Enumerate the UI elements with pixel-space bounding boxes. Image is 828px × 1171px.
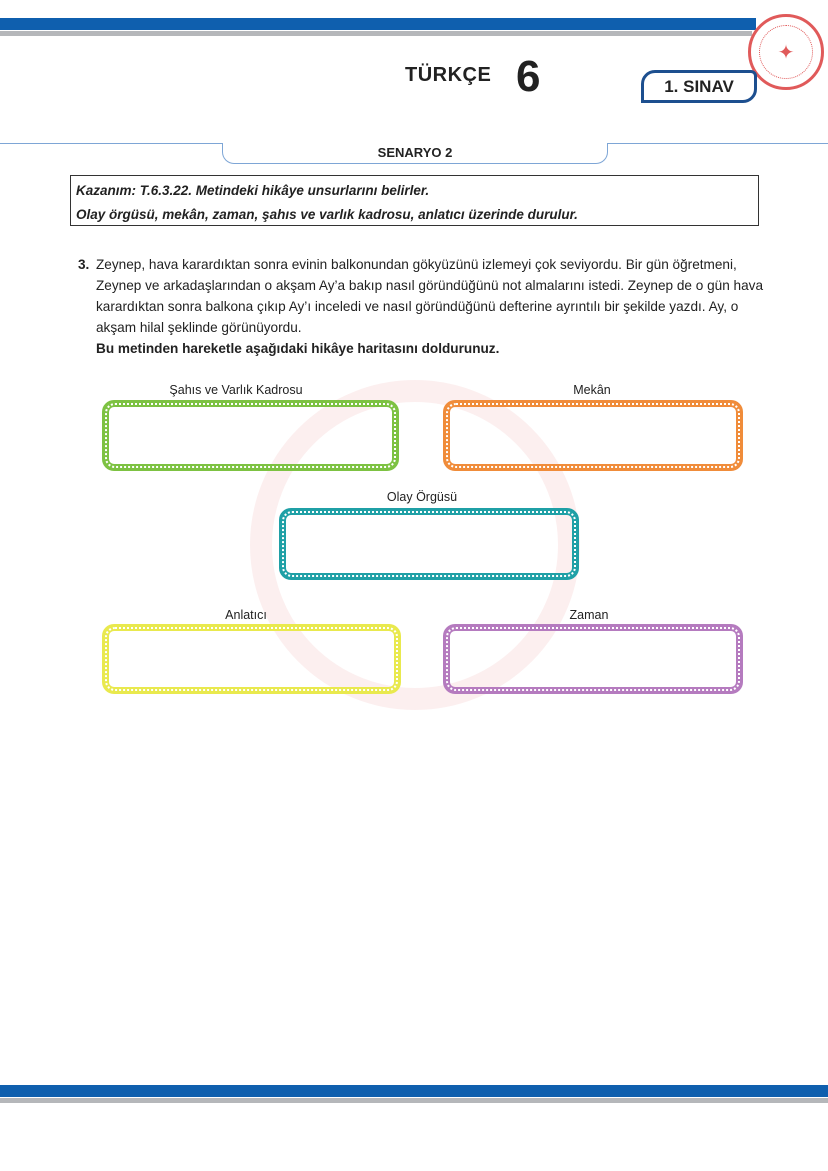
frame-zaman-input[interactable]	[443, 624, 743, 694]
subject-title: TÜRKÇE	[405, 64, 492, 86]
frame-anlatici-input[interactable]	[102, 624, 401, 694]
label-olay: Olay Örgüsü	[386, 490, 458, 504]
kazanim-line: Kazanım: T.6.3.22. Metindeki hikâye unsurlarını belirler.	[76, 183, 430, 198]
footer-blue-bar	[0, 1085, 828, 1097]
label-zaman: Zaman	[569, 608, 609, 622]
label-mekan: Mekân	[573, 383, 611, 397]
frame-sahis-input[interactable]	[102, 400, 399, 471]
question-number: 3.	[78, 257, 90, 272]
ministry-seal-logo	[748, 14, 824, 90]
label-anlatici: Anlatıcı	[225, 608, 267, 622]
kazanim-box	[70, 175, 759, 226]
question-text: Zeynep, hava karardıktan sonra evinin balkonundan gökyüzünü izlemeyi çok seviyordu. Bir gün öğretmeni, Zeynep ve arkadaşlarından o akşam Ay’a bakıp nasıl göründüğünü not almalarını istedi. Zeynep de o gün hava karardıktan sonra balkona çıkıp Ay’ı inceledi ve nasıl göründüğünü defterine ayrıntılı bir şekilde yazdı. Ay, o akşam hilal şeklinde görünüyordu.	[96, 257, 764, 335]
header-blue-bar	[0, 18, 756, 30]
footer-grey-bar	[0, 1098, 828, 1103]
frame-mekan-input[interactable]	[443, 400, 743, 471]
question-instruction: Bu metinden hareketle aşağıdaki hikâye haritasını doldurunuz.	[96, 341, 500, 356]
section-title: SENARYO 2	[222, 143, 608, 164]
grade-number: 6	[516, 52, 541, 101]
exam-badge: 1. SINAV	[641, 70, 757, 103]
kazanim-line: Olay örgüsü, mekân, zaman, şahıs ve varlık kadrosu, anlatıcı üzerinde durulur.	[76, 207, 578, 222]
frame-olay-input[interactable]	[279, 508, 579, 580]
seal-icon: ✦	[759, 25, 813, 79]
header-grey-bar	[0, 31, 752, 36]
label-sahis: Şahıs ve Varlık Kadrosu	[169, 383, 303, 397]
question	[78, 254, 768, 338]
